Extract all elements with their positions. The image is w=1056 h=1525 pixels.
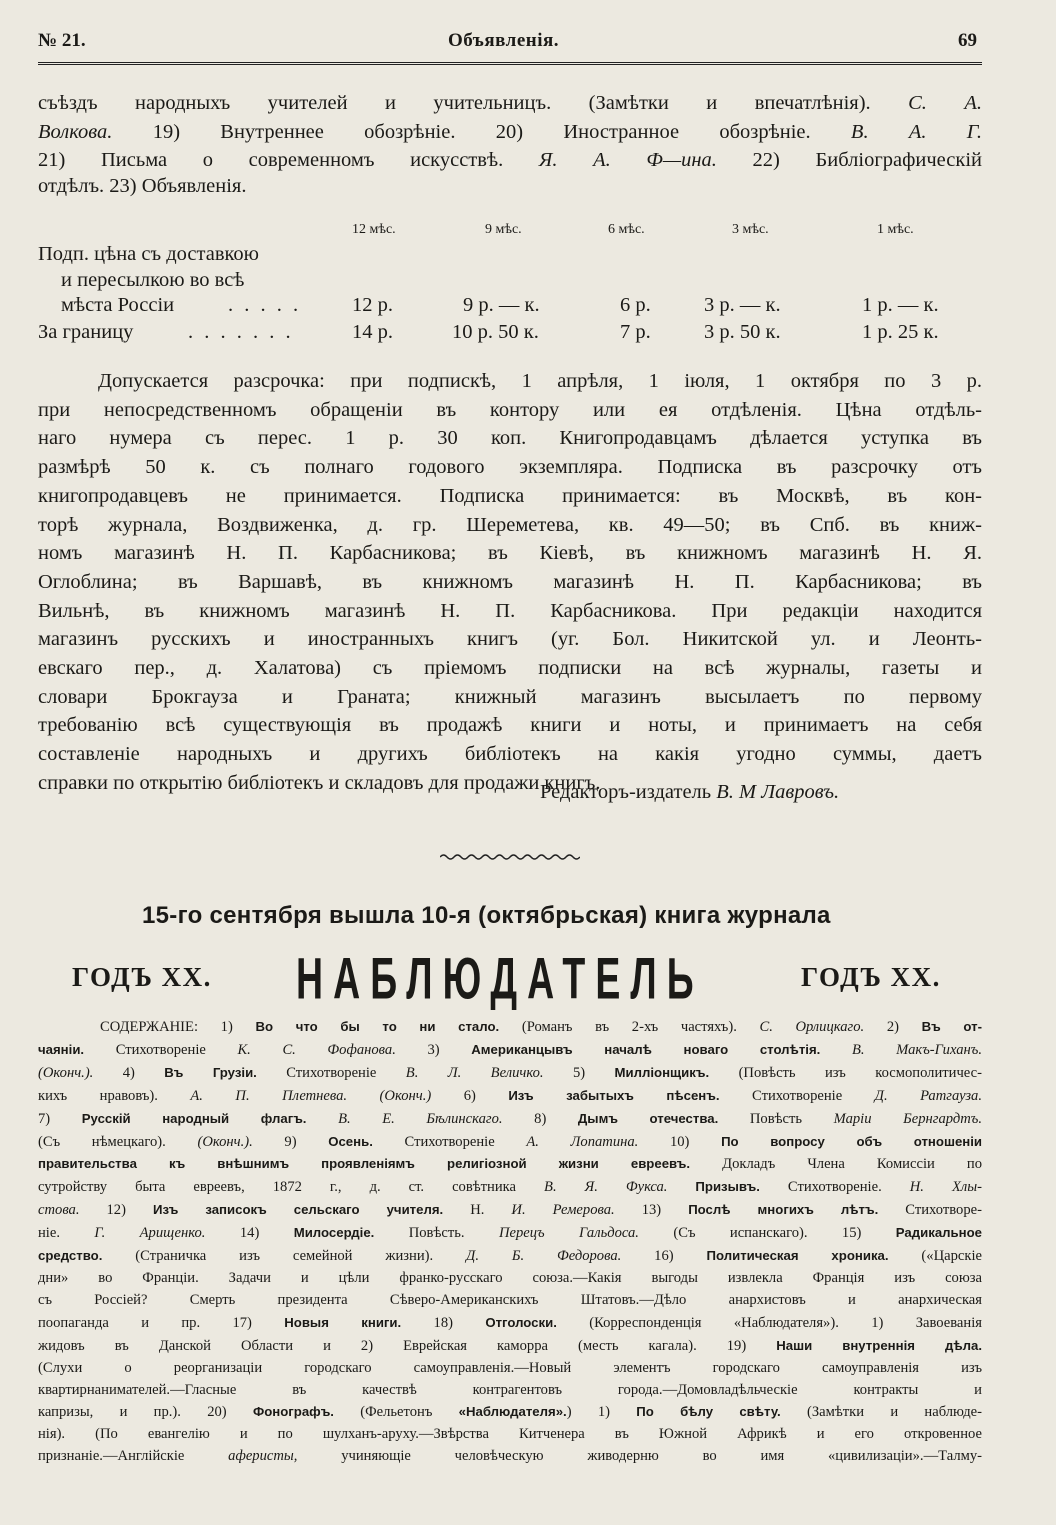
terms-line: Вильнѣ, въ книжномъ магазинѣ Н. П. Карбасникова. При редакціи находится [38,599,982,622]
toc-line-3: 21) Письма о современномъ искусствѣ. Я. А. Ф—ина. 22) Библіографическій [38,149,982,171]
price-row1-12: 12 р. [352,294,393,316]
announcement-headline: 15-го сентября вышла 10-я (октябрьская) книга журнала [142,902,831,929]
contents-line: кихъ нравовъ). А. П. Плетнева. (Оконч.) 6) Изъ забытыхъ пѣсенъ. Стихотвореніе Д. Ратгауза. [38,1087,982,1104]
editor-label: Редакторъ-издатель [540,781,712,803]
contents-line: сутройству быта евреевъ, 1872 г., д. ст. совѣтника В. Я. Фукса. Призывъ. Стихотвореніе. Н. Хлы- [38,1179,982,1196]
price-header-6: 6 мѣс. [608,222,645,237]
price-row1-6: 6 р. [620,294,651,316]
terms-line: Оглоблина; въ Варшавѣ, въ книжномъ магазинѣ Н. П. Карбасникова; въ [38,570,982,593]
price-row1-label-3: мѣста Россіи [61,294,175,316]
terms-line: Допускается разсрочка: при подпискѣ, 1 апрѣля, 1 іюля, 1 октября по 3 р. [98,370,982,392]
price-row2-1: 1 р. 25 к. [862,321,939,343]
contents-line: (Оконч.). 4) Въ Грузіи. Стихотвореніе В. Л. Величко. 5) Милліонщикъ. (Повѣсть изъ космополитичес- [38,1064,982,1081]
page-number: 69 [958,30,977,51]
issue-number: № 21. [38,30,86,51]
terms-paragraph [38,367,982,798]
price-row1-3: 3 р. — к. [704,294,781,316]
price-row1-label-1: Подп. цѣна съ доставкою [38,243,259,265]
contents-line: поопаганда и пр. 17) Новыя книги. 18) Отголоски. (Корреспонденція «Наблюдателя»). 1) Завоеванія [38,1314,982,1331]
journal-contents [38,1016,982,1468]
price-row2-label: За границу [38,321,134,343]
price-header-3: 3 мѣс. [732,222,769,237]
toc-line-4: отдѣлъ. 23) Объявленія. [38,175,247,197]
price-header-1: 1 мѣс. [877,222,914,237]
contents-line: СОДЕРЖАНІЕ: 1) Во что бы то ни стало. (Романъ въ 2-хъ частяхъ). С. Орлицкаго. 2) Въ от- [100,1019,982,1035]
terms-line: магазинъ русскихъ и иностранныхъ книгъ (уг. Бол. Никитской ул. и Леонть- [38,628,982,651]
terms-line: книгопродавцевъ не принимается. Подписка принимается: въ Москвѣ, въ кон- [38,484,982,507]
contents-line: нія). (По евангелію и по шулханъ-аруху.—Звѣрства Китченера въ Южной Африкѣ и его откровенное [38,1426,982,1443]
price-row1-9: 9 р. — к. [463,294,540,316]
year-right: ГОДЪ XX. [801,962,941,992]
contents-line: стова. 12) Изъ записокъ сельскаго учителя. Н. И. Ремерова. 13) Послѣ многихъ лѣтъ. Стихотворе- [38,1202,982,1219]
price-row2-dots: . . . . . . . [188,321,294,343]
price-row2-9: 10 р. 50 к. [452,321,539,343]
terms-line: словари Брокгауза и Граната; книжный магазинъ высылаетъ по первому [38,685,982,708]
journal-title: НАБЛЮДАТЕЛЬ [296,947,704,1013]
terms-line: при непосредственномъ обращеніи въ контору или ея отдѣленія. Цѣна отдѣль- [38,398,982,421]
contents-line: съ Россіей? Смерть президента Сѣверо-Американскихъ Штатовъ.—Дѣло анархистовъ и анархическая [38,1291,982,1308]
contents-line: (Съ нѣмецкаго). (Оконч.). 9) Осень. Стихотвореніе А. Лопатина. 10) По вопросу объ отношеніи [38,1133,982,1150]
contents-line: средство. (Страничка изъ семейной жизни). Д. Б. Федорова. 16) Политическая хроника. («Царскіе [38,1248,982,1265]
section-title: Объявленія. [448,30,560,51]
price-row1-dots: . . . . . [228,294,302,316]
price-row2-12: 14 р. [352,321,393,343]
contents-line: дни» во Франціи. Задачи и цѣли франко-русскаго союза.—Какія выгоды извлекла Франція изъ союза [38,1269,982,1286]
contents-line: (Слухи о реорганизаціи городскаго самоуправленія.—Новый элементъ городскаго самоуправленія изъ [38,1359,982,1376]
terms-line: составленіе народныхъ и другихъ библіотекъ на какія угодно суммы, даетъ [38,743,982,766]
price-row2-3: 3 р. 50 к. [704,321,781,343]
contents-line: 7) Русскій народный флагъ. В. Е. Бѣлинскаго. 8) Дымъ отечества. Повѣсть Маріи Бернгардтъ. [38,1110,982,1127]
contents-line: признаніе.—Англійскіе аферисты, учиняющіе человѣческую живодерню во имя «цивилизаціи».—Талму- [38,1448,982,1465]
year-left: ГОДЪ XX. [72,962,212,992]
terms-line: торѣ журнала, Воздвиженка, д. гр. Шереметева, кв. 49—50; въ Спб. въ книж- [38,513,982,536]
price-row1-1: 1 р. — к. [862,294,939,316]
contents-line: жидовъ въ Данской Области и 2) Еврейская каморра (месть кагала). 19) Наши внутреннія дѣла. [38,1337,982,1354]
contents-line: правительства къ внѣшнимъ проявленіямъ религіозной жизни евреевъ. Докладъ Члена Комиссіи по [38,1156,982,1173]
header-rule [38,62,982,65]
terms-line: требованію всѣ существующія въ продажѣ книги и ноты, и принимаетъ на себя [38,714,982,737]
price-header-12: 12 мѣс. [352,222,396,237]
terms-line: номъ магазинѣ Н. П. Карбасникова; въ Кіевѣ, въ книжномъ магазинѣ Н. Я. [38,542,982,565]
toc-line-2: Волкова. 19) Внутреннее обозрѣніе. 20) Иностранное обозрѣніе. В. А. Г. [38,121,982,143]
price-row2-6: 7 р. [620,321,651,343]
terms-line: справки по открытію библіотекъ и складовъ для продажи книгъ. [38,771,601,794]
contents-line: квартирнанимателей.—Гласные въ качествѣ контрагентовъ города.—Домовладѣльческіе контракты и [38,1381,982,1398]
terms-line: размѣрѣ 50 к. съ полнаго годового экземпляра. Подписка въ разсрочку отъ [38,456,982,479]
contents-line: ніе. Г. Арищенко. 14) Милосердіе. Повѣсть. Перецъ Гальдоса. (Съ испанскаго). 15) Радикальное [38,1225,982,1242]
price-header-9: 9 мѣс. [485,222,522,237]
terms-line: наго нумера съ перес. 1 р. 30 коп. Книгопродавцамъ дѣлается уступка въ [38,427,982,450]
wavy-ornament [440,852,580,862]
editor-name: В. М Лавровъ. [716,781,840,803]
contents-line: чаяніи. Стихотвореніе К. С. Фофанова. 3) Американцывъ началѣ новаго столѣтія. В. Макъ-Гиханъ. [38,1041,982,1058]
toc-line-1: съѣздъ народныхъ учителей и учительницъ. (Замѣтки и впечатлѣнія). С. А. [38,92,982,114]
editor-signature [540,781,839,804]
contents-line: капризы, и пр.). 20) Фонографъ. (Фельетонъ «Наблюдателя».) 1) По бѣлу свѣту. (Замѣтки и наблюде- [38,1404,982,1421]
terms-line: евскаго пер., д. Халатова) съ пріемомъ подписки на всѣ журналы, газеты и [38,657,982,680]
price-row1-label-2: и пересылкою во всѣ [61,269,245,291]
